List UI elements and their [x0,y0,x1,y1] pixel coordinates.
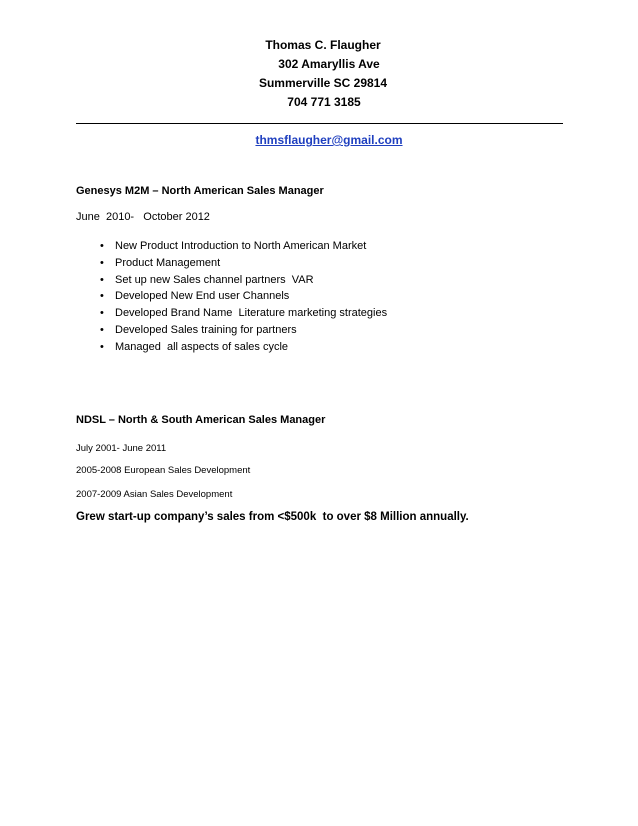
bullet-icon: • [100,290,104,303]
responsibilities-list [100,238,387,356]
job-dates-ndsl: July 2001- June 2011 [76,443,167,454]
list-item [100,305,387,322]
sales-growth-summary: Grew start-up company’s sales from <$500k to over $8 Million annually. [76,511,469,523]
email-line [0,112,638,169]
list-item [100,255,387,272]
list-item-text: Product Management [115,256,221,269]
bullet-icon: • [100,240,104,252]
list-item [100,288,387,305]
list-item-text: Developed Sales training for partners [115,323,297,336]
bullet-icon: • [100,273,104,286]
list-item [100,339,387,356]
list-item-text: Developed New End user Channels [115,290,290,303]
job-dates-genesys: June 2010- October 2012 [76,211,210,223]
list-item-text: Set up new Sales channel partners VAR [115,273,314,286]
bullet-icon: • [100,256,104,269]
header-divider [76,123,563,124]
bullet-icon: • [100,340,104,353]
phone-number: 704 771 3185 [287,95,361,109]
street-address: 302 Amaryllis Ave [278,57,380,71]
list-item-text: Managed all aspects of sales cycle [115,340,289,353]
email-link[interactable]: thmsflaugher@gmail.com [255,133,403,147]
job-title-ndsl: NDSL – North & South American Sales Manager [76,414,326,426]
list-item [100,238,387,255]
list-item [100,272,387,289]
list-item-text: New Product Introduction to North American Market [115,240,367,252]
contact-header [0,36,638,169]
bullet-icon: • [100,323,104,336]
bullet-icon: • [100,307,104,320]
list-item [100,322,387,339]
job-title-genesys: Genesys M2M – North American Sales Manager [76,185,324,197]
candidate-name: Thomas C. Flaugher [265,38,381,52]
city-state-zip: Summerville SC 29814 [258,76,388,90]
list-item-text: Developed Brand Name Literature marketing strategies [115,307,388,320]
european-development-line: 2005-2008 European Sales Development [76,465,251,476]
asian-development-line: 2007-2009 Asian Sales Development [76,489,233,500]
